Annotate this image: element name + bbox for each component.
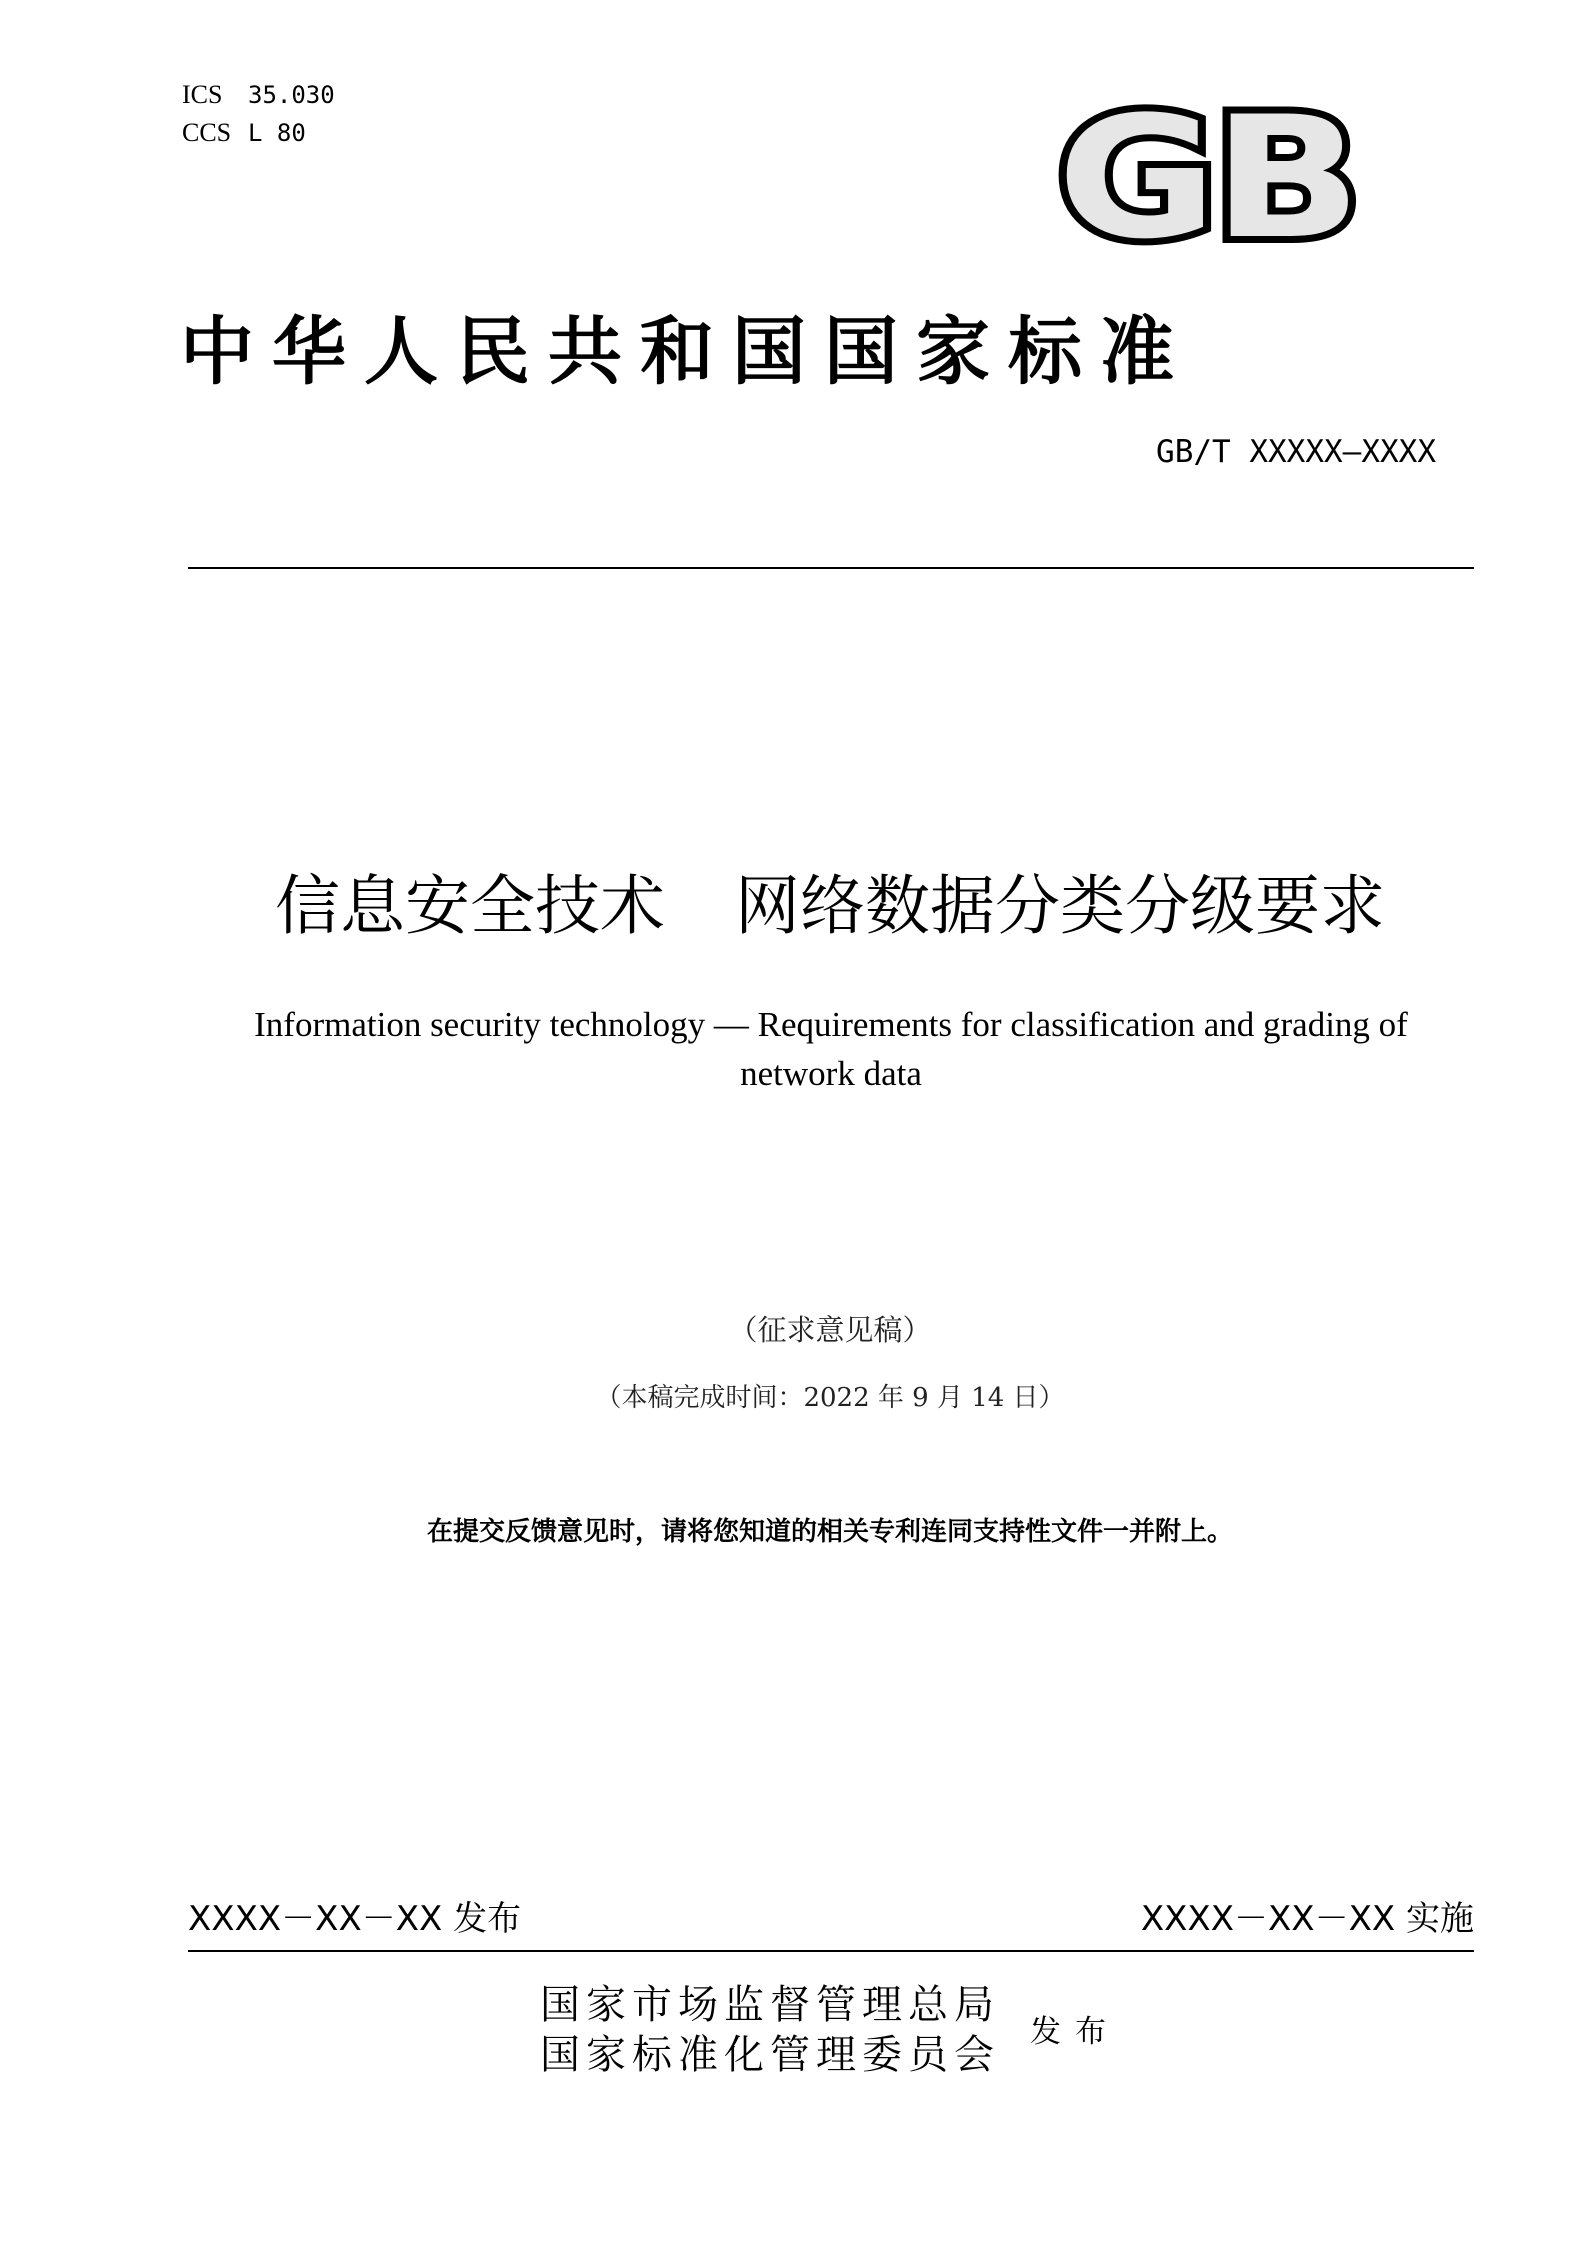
document-title-en: Information security technology — Requirements for classification and grading of network data xyxy=(254,1005,1408,1093)
ccs-label: CCS xyxy=(182,118,232,147)
header-divider xyxy=(188,567,1474,569)
title-cn-part2: 网络数据分类分级要求 xyxy=(735,869,1386,944)
ics-value: 35.030 xyxy=(248,81,335,109)
ics-label: ICS xyxy=(182,80,223,109)
gb-logo-text: GB xyxy=(1057,98,1357,250)
implementation-date: XXXX－XX－XX 实施 xyxy=(1140,1899,1474,1939)
issuer-samr: 国家市场监督管理总局 xyxy=(540,1982,1000,2028)
title-cn-part1: 信息安全技术 xyxy=(274,869,665,944)
ics-code-row xyxy=(182,76,335,114)
ccs-value: L 80 xyxy=(248,119,306,147)
footer-divider xyxy=(188,1950,1474,1952)
draft-status: （征求意见稿） xyxy=(728,1313,932,1347)
issue-date: XXXX－XX－XX 发布 xyxy=(188,1899,522,1939)
patent-notice: 在提交反馈意见时，请将您知道的相关专利连同支持性文件一并附上。 xyxy=(426,1517,1233,1547)
gb-logo xyxy=(1052,98,1362,250)
draft-completion-date: （本稿完成时间：2022 年 9 月 14 日） xyxy=(595,1383,1065,1413)
ccs-code-row xyxy=(182,114,335,152)
classification-codes xyxy=(182,76,335,152)
document-title-cn xyxy=(0,862,1586,952)
issuer-sac: 国家标准化管理委员会 xyxy=(540,2032,1000,2078)
national-standard-title: 中华人民共和国国家标准 xyxy=(180,309,1192,395)
standard-number: GB/T XXXXX—XXXX xyxy=(1156,434,1436,470)
issuing-authorities xyxy=(540,1980,1000,2080)
issue-verb: 发布 xyxy=(1030,2014,1120,2050)
